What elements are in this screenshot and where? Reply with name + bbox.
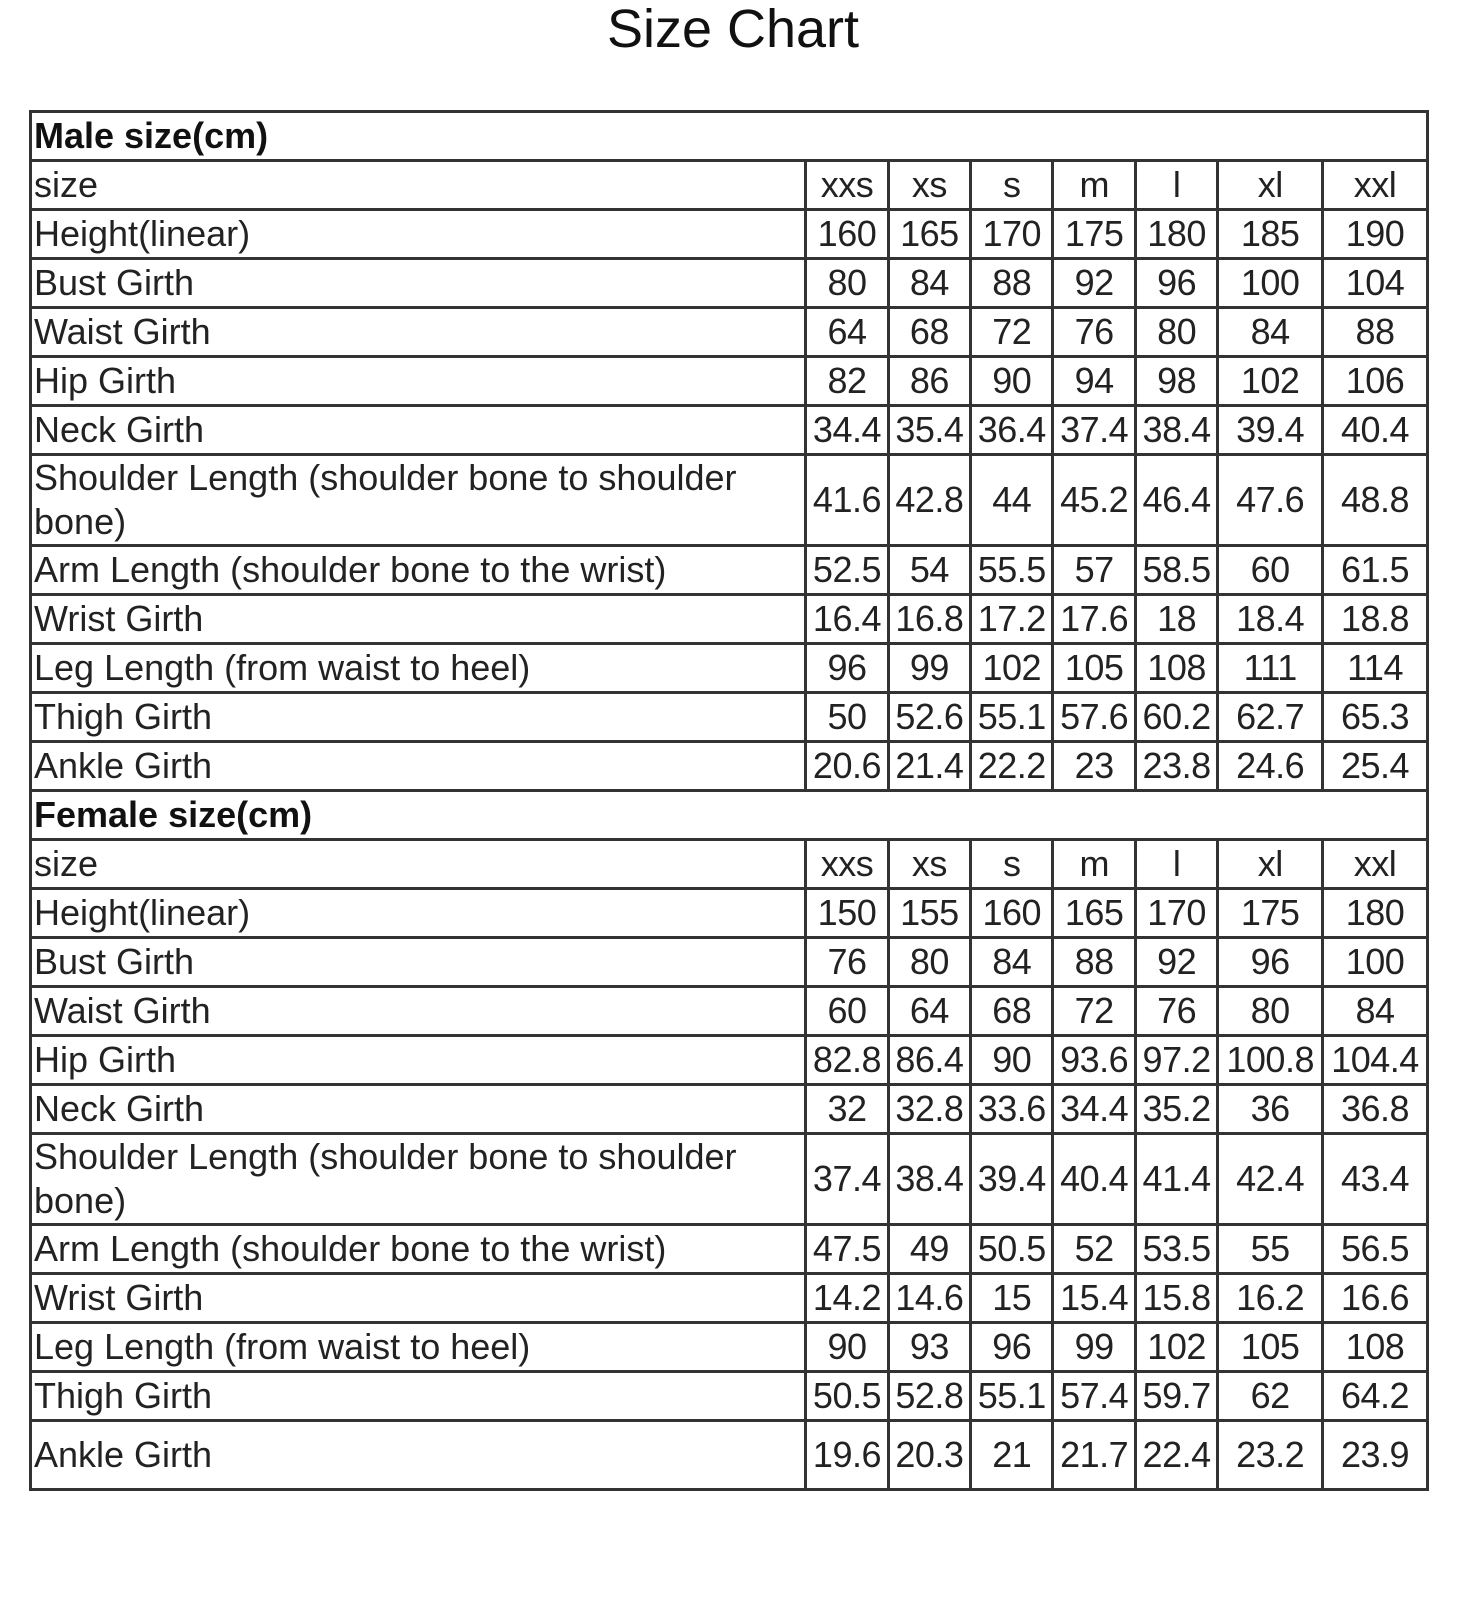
measurement-value: 105 — [1218, 1323, 1323, 1372]
measurement-value: 92 — [1053, 259, 1135, 308]
measurement-label: Leg Length (from waist to heel) — [31, 1323, 806, 1372]
measurement-value: 80 — [806, 259, 888, 308]
measurement-value: 160 — [971, 889, 1053, 938]
size-header-label: size — [31, 840, 806, 889]
measurement-label: Height(linear) — [31, 210, 806, 259]
measurement-label: Shoulder Length (shoulder bone to shoulder bone) — [31, 1134, 806, 1225]
measurement-label: Wrist Girth — [31, 1274, 806, 1323]
table-row — [31, 406, 1428, 455]
measurement-value: 60.2 — [1135, 693, 1217, 742]
measurement-value: 88 — [1323, 308, 1428, 357]
measurement-value: 180 — [1323, 889, 1428, 938]
measurement-value: 84 — [1323, 987, 1428, 1036]
measurement-value: 20.6 — [806, 742, 888, 791]
measurement-value: 39.4 — [971, 1134, 1053, 1225]
measurement-value: 99 — [1053, 1323, 1135, 1372]
measurement-value: 97.2 — [1135, 1036, 1217, 1085]
measurement-value: 80 — [1218, 987, 1323, 1036]
measurement-value: 14.6 — [888, 1274, 970, 1323]
measurement-value: 16.6 — [1323, 1274, 1428, 1323]
size-chart-table — [29, 110, 1429, 1491]
measurement-value: 15.4 — [1053, 1274, 1135, 1323]
table-row — [31, 1036, 1428, 1085]
measurement-value: 64 — [806, 308, 888, 357]
size-column-header: xs — [888, 840, 970, 889]
measurement-value: 84 — [888, 259, 970, 308]
measurement-value: 37.4 — [1053, 406, 1135, 455]
measurement-value: 36.8 — [1323, 1085, 1428, 1134]
measurement-value: 94 — [1053, 357, 1135, 406]
measurement-value: 96 — [1135, 259, 1217, 308]
measurement-value: 40.4 — [1323, 406, 1428, 455]
measurement-value: 90 — [971, 357, 1053, 406]
measurement-value: 22.4 — [1135, 1421, 1217, 1490]
measurement-value: 23 — [1053, 742, 1135, 791]
measurement-value: 58.5 — [1135, 546, 1217, 595]
measurement-value: 18 — [1135, 595, 1217, 644]
measurement-value: 82.8 — [806, 1036, 888, 1085]
size-column-header: m — [1053, 840, 1135, 889]
measurement-value: 44 — [971, 455, 1053, 546]
table-row — [31, 693, 1428, 742]
size-column-header: xs — [888, 161, 970, 210]
measurement-value: 98 — [1135, 357, 1217, 406]
measurement-value: 38.4 — [1135, 406, 1217, 455]
measurement-value: 175 — [1053, 210, 1135, 259]
measurement-value: 55.1 — [971, 693, 1053, 742]
measurement-value: 25.4 — [1323, 742, 1428, 791]
measurement-value: 16.8 — [888, 595, 970, 644]
measurement-value: 49 — [888, 1225, 970, 1274]
measurement-value: 96 — [806, 644, 888, 693]
measurement-value: 165 — [1053, 889, 1135, 938]
male-section-header-row — [31, 112, 1428, 161]
measurement-value: 41.6 — [806, 455, 888, 546]
measurement-value: 150 — [806, 889, 888, 938]
measurement-value: 17.2 — [971, 595, 1053, 644]
measurement-value: 35.4 — [888, 406, 970, 455]
measurement-value: 21.7 — [1053, 1421, 1135, 1490]
measurement-value: 76 — [1135, 987, 1217, 1036]
measurement-value: 42.8 — [888, 455, 970, 546]
measurement-value: 54 — [888, 546, 970, 595]
measurement-value: 76 — [1053, 308, 1135, 357]
measurement-label: Ankle Girth — [31, 742, 806, 791]
measurement-value: 22.2 — [971, 742, 1053, 791]
measurement-value: 52.6 — [888, 693, 970, 742]
measurement-label: Thigh Girth — [31, 693, 806, 742]
measurement-value: 37.4 — [806, 1134, 888, 1225]
measurement-value: 86.4 — [888, 1036, 970, 1085]
table-row — [31, 210, 1428, 259]
table-row — [31, 546, 1428, 595]
measurement-value: 102 — [1135, 1323, 1217, 1372]
measurement-value: 21 — [971, 1421, 1053, 1490]
measurement-value: 19.6 — [806, 1421, 888, 1490]
measurement-value: 100.8 — [1218, 1036, 1323, 1085]
measurement-value: 170 — [1135, 889, 1217, 938]
measurement-value: 84 — [971, 938, 1053, 987]
measurement-value: 55 — [1218, 1225, 1323, 1274]
measurement-value: 102 — [1218, 357, 1323, 406]
male-size-header-row — [31, 161, 1428, 210]
table-row — [31, 644, 1428, 693]
table-row — [31, 259, 1428, 308]
measurement-value: 39.4 — [1218, 406, 1323, 455]
measurement-value: 105 — [1053, 644, 1135, 693]
measurement-value: 57.6 — [1053, 693, 1135, 742]
measurement-label: Arm Length (shoulder bone to the wrist) — [31, 546, 806, 595]
measurement-value: 64 — [888, 987, 970, 1036]
measurement-value: 35.2 — [1135, 1085, 1217, 1134]
measurement-label: Waist Girth — [31, 987, 806, 1036]
measurement-label: Leg Length (from waist to heel) — [31, 644, 806, 693]
measurement-value: 62 — [1218, 1372, 1323, 1421]
measurement-value: 84 — [1218, 308, 1323, 357]
measurement-value: 36 — [1218, 1085, 1323, 1134]
measurement-value: 60 — [1218, 546, 1323, 595]
measurement-value: 50.5 — [806, 1372, 888, 1421]
measurement-value: 185 — [1218, 210, 1323, 259]
measurement-value: 23.8 — [1135, 742, 1217, 791]
measurement-value: 93.6 — [1053, 1036, 1135, 1085]
measurement-value: 52.5 — [806, 546, 888, 595]
table-row — [31, 1134, 1428, 1225]
measurement-label: Bust Girth — [31, 259, 806, 308]
measurement-value: 36.4 — [971, 406, 1053, 455]
table-row — [31, 1085, 1428, 1134]
measurement-value: 41.4 — [1135, 1134, 1217, 1225]
measurement-value: 61.5 — [1323, 546, 1428, 595]
measurement-value: 175 — [1218, 889, 1323, 938]
measurement-label: Shoulder Length (shoulder bone to shoulder bone) — [31, 455, 806, 546]
size-column-header: m — [1053, 161, 1135, 210]
measurement-value: 57.4 — [1053, 1372, 1135, 1421]
measurement-value: 23.9 — [1323, 1421, 1428, 1490]
size-column-header: xxs — [806, 840, 888, 889]
measurement-value: 52 — [1053, 1225, 1135, 1274]
measurement-value: 104 — [1323, 259, 1428, 308]
measurement-value: 108 — [1323, 1323, 1428, 1372]
measurement-value: 24.6 — [1218, 742, 1323, 791]
measurement-value: 20.3 — [888, 1421, 970, 1490]
size-column-header: xl — [1218, 161, 1323, 210]
measurement-value: 102 — [971, 644, 1053, 693]
measurement-value: 43.4 — [1323, 1134, 1428, 1225]
measurement-value: 40.4 — [1053, 1134, 1135, 1225]
measurement-value: 48.8 — [1323, 455, 1428, 546]
measurement-value: 68 — [971, 987, 1053, 1036]
measurement-value: 59.7 — [1135, 1372, 1217, 1421]
measurement-value: 56.5 — [1323, 1225, 1428, 1274]
measurement-value: 42.4 — [1218, 1134, 1323, 1225]
measurement-value: 47.5 — [806, 1225, 888, 1274]
measurement-value: 16.4 — [806, 595, 888, 644]
size-column-header: xxl — [1323, 840, 1428, 889]
measurement-value: 160 — [806, 210, 888, 259]
measurement-value: 165 — [888, 210, 970, 259]
measurement-value: 34.4 — [1053, 1085, 1135, 1134]
measurement-value: 15.8 — [1135, 1274, 1217, 1323]
size-column-header: xl — [1218, 840, 1323, 889]
measurement-value: 53.5 — [1135, 1225, 1217, 1274]
measurement-value: 16.2 — [1218, 1274, 1323, 1323]
measurement-value: 52.8 — [888, 1372, 970, 1421]
measurement-label: Arm Length (shoulder bone to the wrist) — [31, 1225, 806, 1274]
measurement-value: 21.4 — [888, 742, 970, 791]
measurement-value: 62.7 — [1218, 693, 1323, 742]
measurement-value: 92 — [1135, 938, 1217, 987]
size-column-header: xxl — [1323, 161, 1428, 210]
measurement-label: Waist Girth — [31, 308, 806, 357]
measurement-value: 88 — [1053, 938, 1135, 987]
measurement-value: 80 — [888, 938, 970, 987]
size-column-header: s — [971, 840, 1053, 889]
measurement-value: 17.6 — [1053, 595, 1135, 644]
measurement-value: 100 — [1323, 938, 1428, 987]
size-chart-body — [31, 112, 1428, 1490]
table-row — [31, 1421, 1428, 1490]
measurement-value: 114 — [1323, 644, 1428, 693]
measurement-value: 38.4 — [888, 1134, 970, 1225]
measurement-value: 90 — [971, 1036, 1053, 1085]
measurement-value: 86 — [888, 357, 970, 406]
female-section-header-row — [31, 791, 1428, 840]
measurement-value: 96 — [1218, 938, 1323, 987]
measurement-value: 50.5 — [971, 1225, 1053, 1274]
measurement-label: Neck Girth — [31, 406, 806, 455]
size-column-header: xxs — [806, 161, 888, 210]
measurement-value: 104.4 — [1323, 1036, 1428, 1085]
measurement-value: 23.2 — [1218, 1421, 1323, 1490]
measurement-value: 76 — [806, 938, 888, 987]
measurement-value: 72 — [1053, 987, 1135, 1036]
female-size-header-row — [31, 840, 1428, 889]
measurement-label: Bust Girth — [31, 938, 806, 987]
measurement-value: 33.6 — [971, 1085, 1053, 1134]
table-row — [31, 742, 1428, 791]
measurement-value: 99 — [888, 644, 970, 693]
table-row — [31, 595, 1428, 644]
measurement-value: 47.6 — [1218, 455, 1323, 546]
male-section-heading: Male size(cm) — [31, 112, 1428, 161]
measurement-value: 111 — [1218, 644, 1323, 693]
measurement-value: 55.1 — [971, 1372, 1053, 1421]
measurement-value: 155 — [888, 889, 970, 938]
measurement-value: 190 — [1323, 210, 1428, 259]
table-row — [31, 889, 1428, 938]
measurement-value: 60 — [806, 987, 888, 1036]
measurement-value: 100 — [1218, 259, 1323, 308]
measurement-value: 72 — [971, 308, 1053, 357]
measurement-value: 82 — [806, 357, 888, 406]
measurement-value: 90 — [806, 1323, 888, 1372]
table-row — [31, 1323, 1428, 1372]
measurement-value: 45.2 — [1053, 455, 1135, 546]
measurement-label: Hip Girth — [31, 1036, 806, 1085]
measurement-value: 64.2 — [1323, 1372, 1428, 1421]
table-row — [31, 987, 1428, 1036]
table-row — [31, 455, 1428, 546]
measurement-label: Height(linear) — [31, 889, 806, 938]
female-section-heading: Female size(cm) — [31, 791, 1428, 840]
measurement-value: 80 — [1135, 308, 1217, 357]
measurement-value: 180 — [1135, 210, 1217, 259]
table-row — [31, 1225, 1428, 1274]
measurement-value: 55.5 — [971, 546, 1053, 595]
measurement-label: Hip Girth — [31, 357, 806, 406]
measurement-value: 170 — [971, 210, 1053, 259]
measurement-value: 18.4 — [1218, 595, 1323, 644]
measurement-value: 18.8 — [1323, 595, 1428, 644]
measurement-label: Wrist Girth — [31, 595, 806, 644]
measurement-label: Ankle Girth — [31, 1421, 806, 1490]
measurement-value: 88 — [971, 259, 1053, 308]
table-row — [31, 308, 1428, 357]
measurement-value: 106 — [1323, 357, 1428, 406]
measurement-label: Thigh Girth — [31, 1372, 806, 1421]
measurement-value: 68 — [888, 308, 970, 357]
measurement-value: 46.4 — [1135, 455, 1217, 546]
measurement-value: 57 — [1053, 546, 1135, 595]
table-row — [31, 1274, 1428, 1323]
size-column-header: l — [1135, 161, 1217, 210]
measurement-value: 108 — [1135, 644, 1217, 693]
page-title: Size Chart — [606, 0, 860, 59]
table-row — [31, 357, 1428, 406]
measurement-value: 32.8 — [888, 1085, 970, 1134]
table-row — [31, 938, 1428, 987]
measurement-value: 96 — [971, 1323, 1053, 1372]
measurement-value: 34.4 — [806, 406, 888, 455]
measurement-value: 93 — [888, 1323, 970, 1372]
measurement-value: 15 — [971, 1274, 1053, 1323]
measurement-value: 32 — [806, 1085, 888, 1134]
size-column-header: l — [1135, 840, 1217, 889]
table-row — [31, 1372, 1428, 1421]
measurement-label: Neck Girth — [31, 1085, 806, 1134]
measurement-value: 50 — [806, 693, 888, 742]
size-header-label: size — [31, 161, 806, 210]
measurement-value: 65.3 — [1323, 693, 1428, 742]
measurement-value: 14.2 — [806, 1274, 888, 1323]
size-column-header: s — [971, 161, 1053, 210]
